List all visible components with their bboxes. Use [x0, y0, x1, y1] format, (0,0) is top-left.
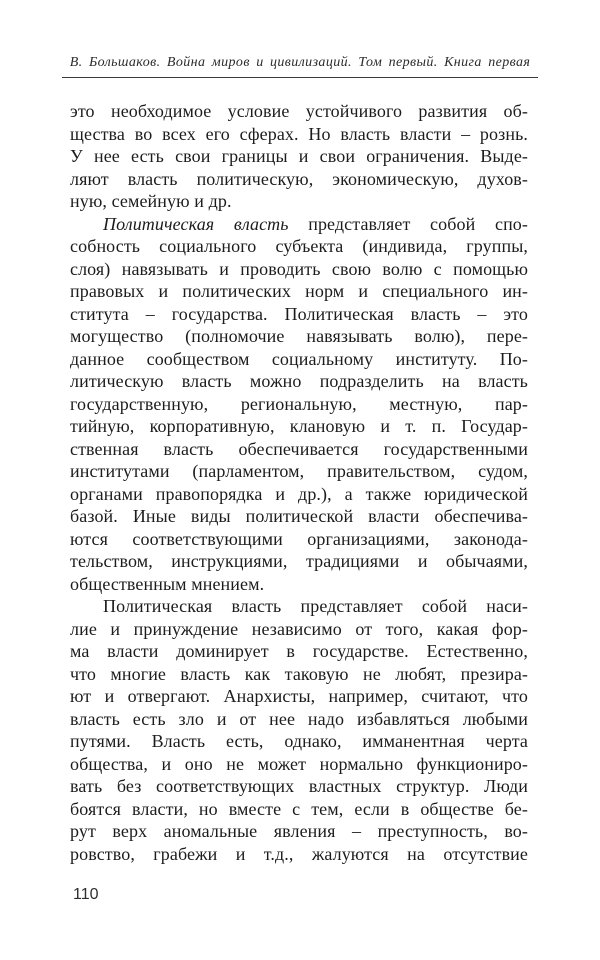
paragraph	[70, 595, 528, 865]
body-line: тельством, инструкциями, традициями и обычаями,	[70, 551, 528, 571]
body-line: что многие власть как таковую не любят, презира-	[70, 663, 528, 684]
body-line: органами правопорядка и др.), а также юридической	[70, 483, 528, 504]
body-line: общественным мнением.	[70, 573, 265, 594]
body-line: У нее есть свои границы и свои ограничения. Выде-	[70, 146, 528, 166]
body-line: ститута – государства. Политическая власть – это	[70, 303, 528, 324]
paragraph	[70, 213, 528, 596]
body-line: общества, и оно не может нормально функциониро-	[70, 753, 528, 774]
body-line: ма власти доминирует в государстве. Естественно,	[70, 641, 528, 661]
body-line: ют и отвергают. Анархисты, например, считают, что	[70, 686, 528, 706]
body-line: это необходимое условие устойчивого развития об-	[70, 101, 528, 121]
page-body	[70, 100, 528, 865]
body-line: литическую власть можно подразделить на власть	[70, 371, 528, 391]
body-line: ную, семейную и др.	[70, 191, 232, 211]
body-line: Политическая власть представляет собой наси-	[103, 596, 528, 616]
body-line: боятся власти, но вместе с тем, если в обществе бе-	[70, 798, 528, 819]
running-header: В. Большаков. Война миров и цивилизаций. Том первый. Книга первая	[69, 55, 531, 70]
paragraph	[70, 100, 528, 213]
body-line: данное сообществом социальному институту. По-	[70, 348, 528, 369]
body-line: ляют власть политическую, экономическую, духов-	[70, 168, 528, 189]
body-line: могущество (полномочие навязывать волю), пере-	[70, 326, 528, 346]
body-line: Политическая власть представляет собой спо-	[103, 213, 528, 234]
body-line: тийную, корпоративную, клановую и т. п. Государ-	[70, 416, 528, 436]
body-line: путями. Власть есть, однако, имманентная черта	[70, 731, 528, 751]
body-line: правовых и политических норм и специального ин-	[70, 281, 528, 301]
italic-term: Политическая власть	[103, 213, 289, 234]
body-line: слоя) навязывать и проводить свою волю с помощью	[70, 258, 528, 279]
body-line: базой. Иные виды политической власти обеспечива-	[70, 506, 528, 526]
body-line: институтами (парламентом, правительством, судом,	[70, 461, 528, 481]
body-line: власть есть зло и от нее надо избавляться любыми	[70, 708, 528, 729]
body-line: ровство, грабежи и т.д., жалуются на отсутствие	[70, 843, 528, 864]
body-line: вать без соответствующих властных структур. Люди	[70, 776, 528, 796]
body-line: ются соответствующими организациями, законода-	[70, 528, 528, 549]
header-rule	[62, 77, 538, 78]
body-line: ственная власть обеспечивается государственными	[70, 438, 528, 459]
body-line: государственную, региональную, местную, пар-	[70, 393, 528, 414]
body-line: щества во всех его сферах. Но власть власти – рознь.	[70, 123, 528, 144]
body-line: собность социального субъекта (индивида, группы,	[70, 236, 528, 256]
page-number: 110	[73, 886, 99, 903]
body-line: лие и принуждение независимо от того, какая фор-	[70, 618, 528, 639]
body-line: рут верх аномальные явления – преступность, во-	[70, 821, 528, 841]
